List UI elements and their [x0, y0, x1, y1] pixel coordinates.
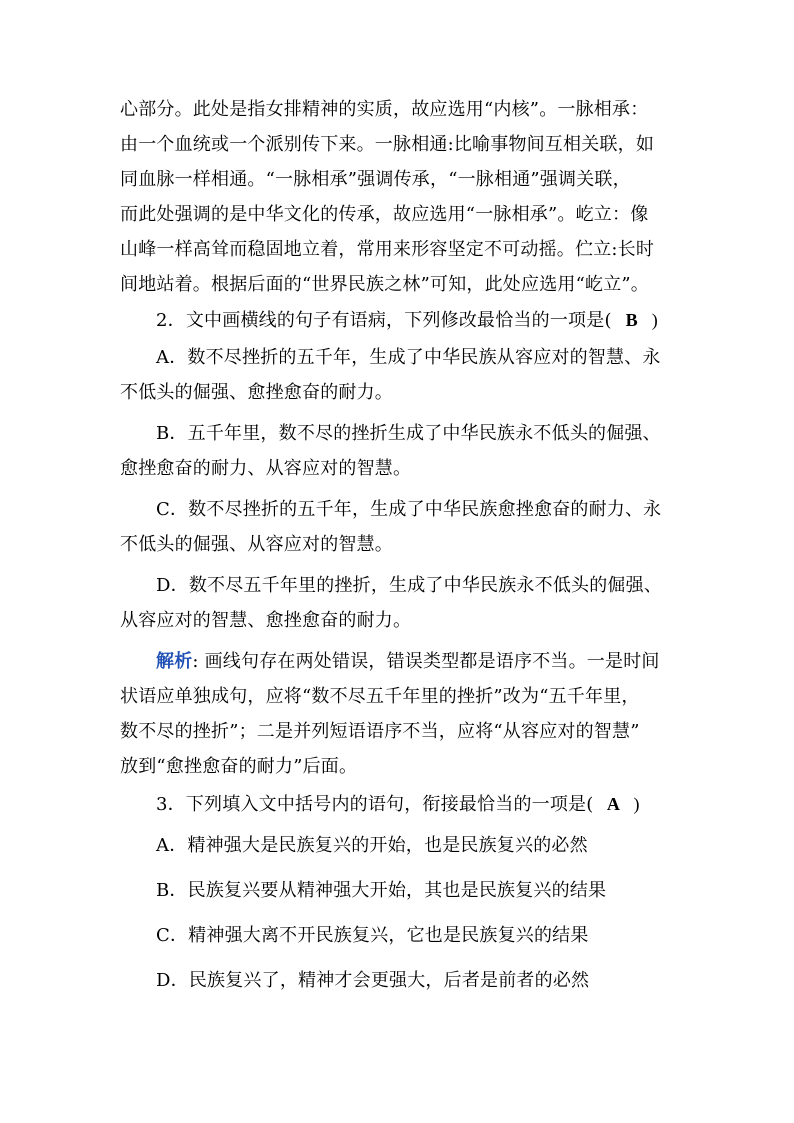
analysis-line: 而此处强调的是中华文化的传承，故应选用“一脉相承”。屹立：像 [120, 204, 649, 225]
option-b-line-2: 愈挫愈奋的耐力、从容应对的智慧。 [120, 458, 412, 479]
option-c-line-1: C．数不尽挫折的五千年，生成了中华民族愈挫愈奋的耐力、永 [156, 499, 662, 520]
option-b: B．民族复兴要从精神强大开始，其也是民族复兴的结果 [156, 880, 607, 901]
answer-letter: B [625, 310, 638, 330]
answer-letter: A [606, 794, 621, 814]
analysis-2-line [156, 644, 680, 680]
analysis-line: 由一个血统或一个派别传下来。一脉相通:比喻事物间互相关联，如 [120, 134, 655, 155]
close-paren: ) [633, 794, 640, 814]
option-a-line-1: A．数不尽挫折的五千年，生成了中华民族从容应对的智慧、永 [156, 347, 661, 368]
analysis-text: : 画线句存在两处错误，错误类型都是语序不当。一是时间 [192, 651, 660, 672]
option-c-line-2: 不低头的倔强、从容应对的智慧。 [120, 534, 393, 555]
question-stem-text: 3．下列填入文中括号内的语句，衔接最恰当的一项是( [156, 794, 594, 815]
analysis-2-line: 放到“愈挫愈奋的耐力”后面。 [120, 756, 358, 777]
option-a-line-2: 不低头的倔强、愈挫愈奋的耐力。 [120, 382, 393, 403]
option-d-line-2: 从容应对的智慧、愈挫愈奋的耐力。 [120, 610, 412, 631]
close-paren: ) [651, 310, 658, 330]
analysis-2-line: 状语应单独成句，应将“数不尽五千年里的挫折”改为“五千年里， [120, 686, 640, 707]
option-b-line-1: B．五千年里，数不尽的挫折生成了中华民族永不低头的倔强、 [156, 423, 661, 444]
question-2-stem [156, 302, 680, 339]
analysis-label: 解析 [156, 651, 193, 672]
analysis-line: 间地站着。根据后面的“世界民族之林”可知，此处应选用“屹立”。 [120, 274, 650, 295]
analysis-line: 山峰一样高耸而稳固地立着，常用来形容坚定不可动摇。伫立:长时 [120, 239, 655, 260]
question-3-stem [156, 786, 680, 823]
option-d: D．民族复兴了，精神才会更强大，后者是前者的必然 [156, 970, 590, 991]
option-a: A．精神强大是民族复兴的开始，也是民族复兴的必然 [156, 835, 588, 856]
analysis-line: 同血脉一样相通。“一脉相承”强调传承，“一脉相通”强调关联， [120, 169, 631, 190]
analysis-2-line: 数不尽的挫折”；二是并列短语语序不当，应将“从容应对的智慧” [120, 721, 640, 742]
option-c: C．精神强大离不开民族复兴，它也是民族复兴的结果 [156, 925, 589, 946]
option-d-line-1: D．数不尽五千年里的挫折，生成了中华民族永不低头的倔强、 [156, 575, 663, 596]
question-stem-text: 2．文中画横线的句子有语病，下列修改最恰当的一项是( [156, 310, 612, 331]
analysis-line: 心部分。此处是指女排精神的实质，故应选用“内核”。一脉相承： [120, 99, 649, 120]
